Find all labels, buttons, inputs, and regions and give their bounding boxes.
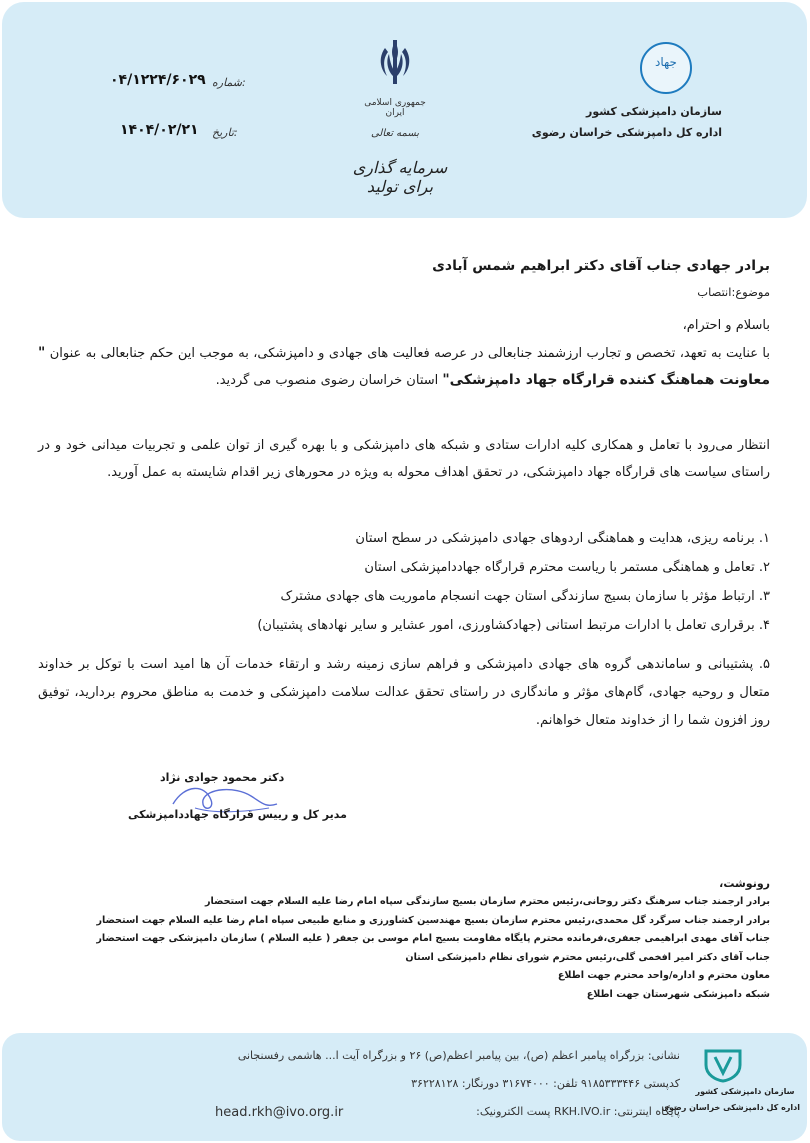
footer-org-department: اداره کل دامپزشکی خراسان رضوی xyxy=(661,1103,800,1112)
basmala: بسمه تعالی xyxy=(370,128,420,139)
org-name: سازمان دامپزشکی کشور xyxy=(586,105,722,118)
recipient: برادر جهادی جناب آقای دکتر ابراهیم شمس آبادی xyxy=(432,258,770,274)
appointment-title: " معاونت هماهنگ کننده قرارگاه جهاد دامپزشکی" xyxy=(38,345,770,388)
letter-number: ۰۴/۱۲۲۴/۶۰۲۹ xyxy=(110,72,206,88)
subject: موضوع:انتصاب xyxy=(697,285,770,299)
cc-item: برادر ارجمند جناب سرگرد گل محمدی،رئیس محترم سازمان بسیج مهندسین کشاورزی و منابع طبیعی سپاه امام رضا علیه السلام جهت استحضار xyxy=(96,914,770,926)
signer-name: دکتر محمود جوادی نژاد xyxy=(160,771,285,784)
letter-number-label: شماره: xyxy=(212,76,246,89)
org-department: اداره کل دامپزشکی خراسان رضوی xyxy=(531,126,722,139)
footer-email: head.rkh@ivo.org.ir xyxy=(215,1105,344,1120)
list-item: ۳. ارتباط مؤثر با سازمان بسیج سازندگی استان جهت انسجام ماموریت های جهادی مشترک xyxy=(280,589,770,604)
footer-website: پایگاه اینترنتی: RKH.IVO.ir پست الکترونیک: xyxy=(476,1105,680,1118)
letter-date-label: تاریخ: xyxy=(212,126,238,139)
paragraph-expectations: انتظار می‌رود با تعامل و همکاری کلیه ادارات ستادی و شبکه های دامپزشکی و با بهره گیری از توان علمی و تجربیات میدانی خود و در راستای سیاست های قرارگاه جهاد دامپزشکی، در تحقق اهداف محوله به ویژه در محورهای زیر اقدام شایسته به عمل آورید. xyxy=(38,438,770,480)
footer-phone: کدپستی ۹۱۸۵۳۳۳۴۴۶ تلفن: ۳۱۶۷۴۰۰۰ دورنگار: ۳۶۲۲۸۱۲۸ xyxy=(411,1077,680,1090)
veterinary-org-logo-icon xyxy=(700,1047,746,1083)
cc-item: برادر ارجمند جناب سرهنگ دکتر روحانی،رئیس محترم سازمان بسیج سازندگی سپاه امام رضا علیه السلام جهت استحضار xyxy=(204,896,770,907)
footer-address: نشانی: بزرگراه پیامبر اعظم (ص)، بین پیامبر اعظم(ص) ۲۶ و بزرگراه آیت ا... هاشمی رفسنجانی xyxy=(237,1049,680,1062)
signer-title: مدیر کل و رییس قرارگاه جهاددامپزشکی xyxy=(128,808,347,821)
duties-list xyxy=(38,524,770,640)
greeting: باسلام و احترام، xyxy=(682,318,770,333)
jahad-logo-icon xyxy=(640,42,692,94)
appointment-text-end: استان خراسان رضوی منصوب می گردید. xyxy=(215,373,443,388)
list-item: ۴. برقراری تعامل با ادارات مرتبط استانی (جهادکشاورزی، امور عشایر و سایر نهادهای پشتیبان) xyxy=(257,618,770,633)
cc-item: شبکه دامپزشکی شهرستان جهت اطلاع xyxy=(586,988,770,1000)
cc-item: جناب آقای دکتر امیر افخمی گلی،رئیس محترم شورای نظام دامپزشکی استان xyxy=(405,951,770,963)
appointment-text: با عنایت به تعهد، تخصص و تجارب ارزشمند جنابعالی در عرصه فعالیت های جهادی و دامپزشکی، به موجب این حکم جنابعالی به عنوان xyxy=(45,346,770,361)
cc-list xyxy=(96,893,770,1004)
cc-label: رونوشت، xyxy=(719,877,770,890)
jahad-logo-text: جهاد xyxy=(655,55,677,69)
paragraph-appointment xyxy=(38,340,770,394)
cc-item: جناب آقای مهدی ابراهیمی جعفری،فرمانده محترم پایگاه مقاومت بسیج امام موسی بن جعفر ( علیه السلام ) سازمان دامپزشکی جهت استحضار xyxy=(96,933,770,944)
emblem-caption: جمهوری اسلامی ایران xyxy=(364,98,426,118)
year-slogan: سرمایه گذاری برای تولید xyxy=(352,158,448,196)
letter-date: ۱۴۰۴/۰۲/۲۱ xyxy=(120,122,199,138)
list-item: ۲. تعامل و هماهنگی مستمر با ریاست محترم قرارگاه جهاددامپزشکی استان xyxy=(364,560,770,575)
footer-org-name: سازمان دامپزشکی کشور xyxy=(695,1087,795,1096)
cc-item: معاون محترم و اداره/واحد محترم جهت اطلاع xyxy=(557,970,770,981)
list-item: ۱. برنامه ریزی، هدایت و هماهنگی اردوهای جهادی دامپزشکی در سطح استان xyxy=(355,531,770,546)
paragraph-closing: ۵. پشتیبانی و ساماندهی گروه های جهادی دامپزشکی و فراهم سازی زمینه رشد و ارتقاء خدمات آن ها امید است با توکل بر خداوند متعال و روحیه جهادی، گام‌های مؤثر و ماندگاری در راستای تحقق عدالت سلامت دامپزشکی و خدمت به مناطق محروم بردارید، توفیق روز افزون شما را از خداوند متعال خواهانم. xyxy=(38,657,770,728)
iran-emblem-icon xyxy=(373,38,417,88)
